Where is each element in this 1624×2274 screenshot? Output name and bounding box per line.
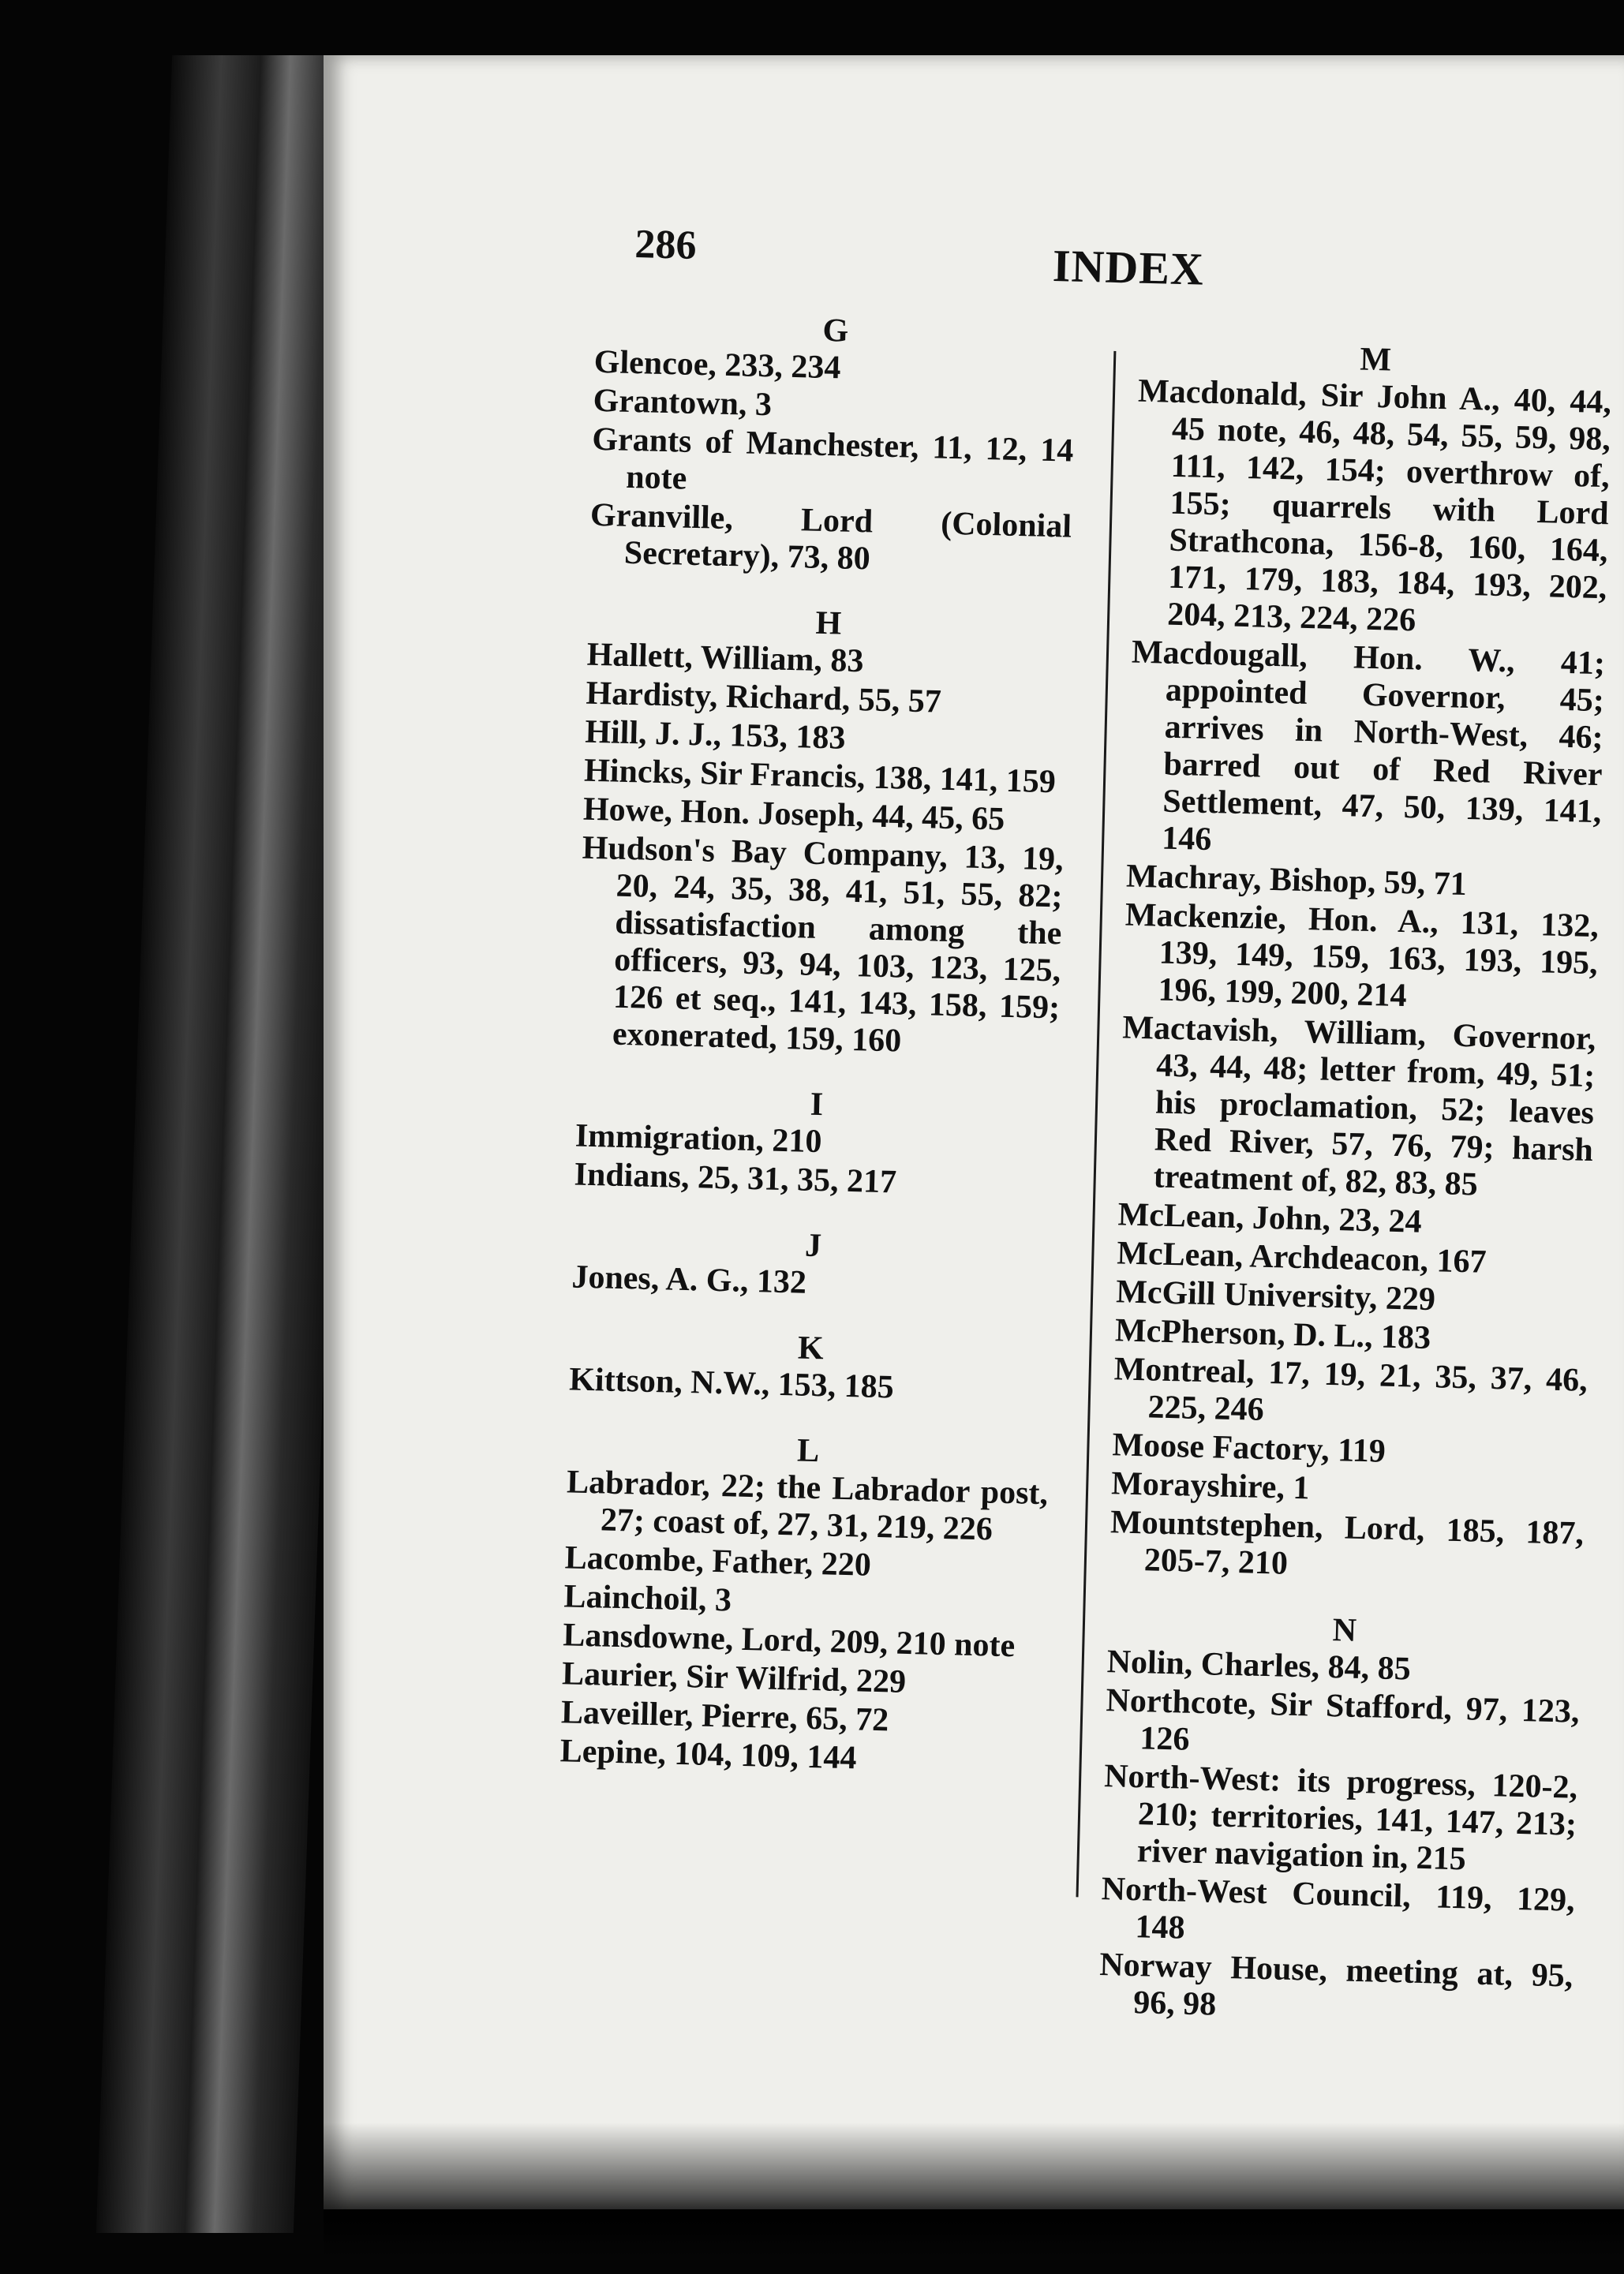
index-entry: Macdonald, Sir John A., 40, 44, 45 note, 46, 48, 54, 55, 59, 98, 111, 142, 154; overthrow of, 155; quarrels with Lord Strathcona, 156-8, 160, 164, 171, 179, 183, 184, 193, 202, 204, 213, 224, 226 [1137, 372, 1612, 639]
index-entry: McGill University, 229 [1115, 1274, 1436, 1318]
section-letter-heading: I [810, 1086, 824, 1124]
index-entry: North-West Council, 119, 129, 148 [1101, 1871, 1576, 1947]
index-entry: Northcote, Sir Stafford, 97, 123, 126 [1106, 1682, 1580, 1758]
index-entry: Montreal, 17, 19, 21, 35, 37, 46, 225, 246 [1113, 1351, 1588, 1428]
index-entry: Norway House, meeting at, 95, 96, 98 [1098, 1947, 1573, 2023]
index-column-right [1098, 336, 1613, 2061]
index-entry: Macdougall, Hon. W., 41; appointed Governor, 45; arrives in North-West, 46; barred out of Red River Settlement, 47, 50, 139, 141, 146 [1131, 634, 1606, 858]
index-entry: Nolin, Charles, 84, 85 [1106, 1644, 1412, 1688]
section-letter-heading: N [1332, 1612, 1357, 1649]
index-entry: Mountstephen, Lord, 185, 187, 205-7, 210 [1109, 1504, 1585, 1582]
index-section-j [571, 1221, 1054, 1307]
index-entry: Laurier, Sir Wilfrid, 229 [561, 1655, 907, 1700]
index-section-n [1098, 1606, 1582, 2033]
page-number: 286 [634, 222, 698, 268]
section-letter-heading: M [1359, 341, 1392, 379]
index-section-h [577, 600, 1069, 1064]
index-entry: Granville, Lord (Colonial Secretary), 73, 80 [589, 496, 1072, 578]
index-section-m [1109, 336, 1612, 1590]
index-entry: Jones, A. G., 132 [571, 1259, 807, 1301]
index-entry: Lepine, 104, 109, 144 [559, 1733, 857, 1777]
index-entry: Labrador, 22; the Labrador post, 27; coast of, 27, 31, 219, 226 [566, 1464, 1049, 1548]
index-entry: McPherson, D. L., 183 [1114, 1312, 1431, 1357]
section-letter-heading: J [804, 1227, 822, 1265]
index-entry: Indians, 25, 31, 35, 217 [574, 1156, 897, 1201]
index-section-i [574, 1081, 1057, 1206]
index-entry: North-West: its progress, 120-2, 210; territories, 141, 147, 213; river navigation in, 215 [1103, 1758, 1578, 1878]
index-entry: Grantown, 3 [593, 382, 773, 424]
section-letter-heading: H [814, 604, 842, 642]
section-letter-heading: K [797, 1330, 825, 1367]
index-entry: McLean, Archdeacon, 167 [1116, 1235, 1487, 1281]
index-section-g [589, 307, 1076, 583]
index-section-l [559, 1427, 1049, 1782]
section-letter-heading: G [822, 312, 849, 350]
index-entry: Lansdowne, Lord, 209, 210 note [562, 1617, 1016, 1665]
index-entry: Moose Factory, 119 [1111, 1427, 1386, 1470]
index-entry: Hallett, William, 83 [586, 636, 865, 680]
index-entry: Hincks, Sir Francis, 138, 141, 159 [583, 752, 1057, 801]
index-entry: Lainchoil, 3 [563, 1578, 732, 1619]
index-entry: Grants of Manchester, 11, 12, 14 note [591, 421, 1074, 497]
index-entry: Kittson, N.W., 153, 185 [568, 1361, 895, 1406]
index-entry: Hill, J. J., 153, 183 [584, 713, 847, 757]
index-entry: Lacombe, Father, 220 [564, 1539, 872, 1584]
index-entry: Howe, Hon. Joseph, 44, 45, 65 [582, 791, 1005, 838]
page-title: INDEX [1052, 239, 1205, 295]
index-entry: Hudson's Bay Company, 13, 19, 20, 24, 35, 38, 41, 51, 55, 82; dissatisfaction among the officers, 93, 94, 103, 123, 125, 126 et seq., 141, 143, 158, 159; exonerated, 159, 160 [582, 829, 1065, 1060]
index-entry: Mackenzie, Hon. A., 131, 132, 139, 149, 159, 163, 193, 195, 196, 199, 200, 214 [1124, 896, 1600, 1015]
index-entry: Mactavish, William, Governor, 43, 44, 48; letter from, 49, 51; his proclamation, 52; leaves Red River, 57, 76, 79; harsh treatment of, 82, 83, 85 [1121, 1009, 1596, 1203]
section-letter-heading: L [796, 1432, 820, 1470]
index-entry: Immigration, 210 [574, 1117, 823, 1161]
index-entry: Morayshire, 1 [1110, 1465, 1311, 1507]
index-entry: Laveiller, Pierre, 65, 72 [560, 1694, 889, 1739]
index-entry: Machray, Bishop, 59, 71 [1125, 858, 1468, 903]
index-entry: McLean, John, 23, 24 [1117, 1196, 1423, 1240]
index-column-left [559, 307, 1076, 1810]
index-entry: Hardisty, Richard, 55, 57 [586, 675, 942, 720]
index-entry: Glencoe, 233, 234 [593, 343, 841, 387]
index-section-k [569, 1324, 1052, 1410]
